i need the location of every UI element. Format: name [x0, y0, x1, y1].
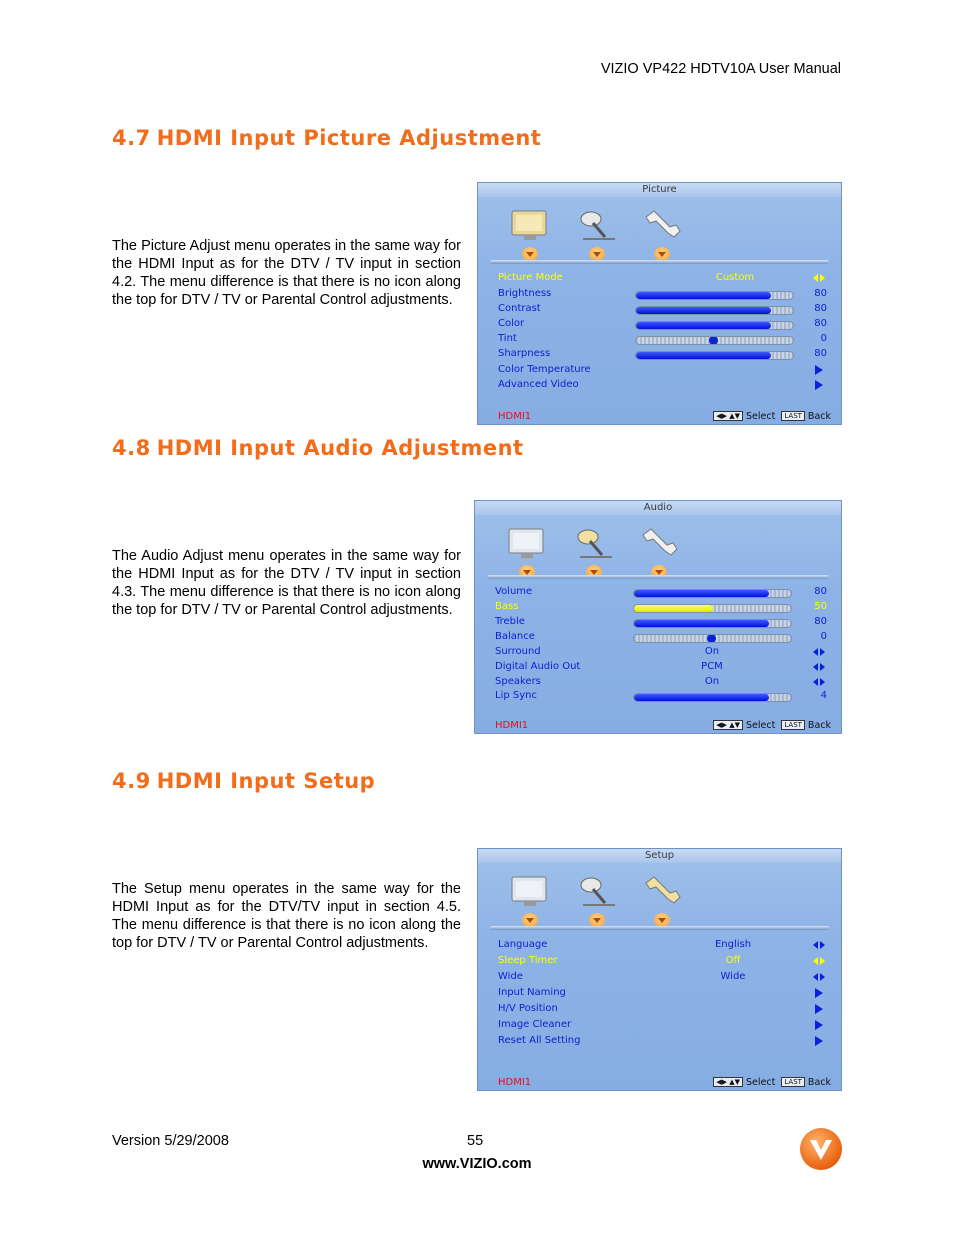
row-value: Off [725, 955, 741, 966]
menu-row-speakers[interactable] [495, 675, 829, 690]
last-key-icon: LAST [781, 411, 805, 421]
input-source-label: HDMI1 [498, 411, 532, 422]
row-number: 80 [814, 348, 827, 359]
row-label: Speakers [495, 676, 541, 687]
arrow-right-icon [815, 1036, 823, 1046]
section-number: 4.7 [112, 126, 151, 150]
menu-row-color[interactable] [498, 317, 829, 332]
row-label: Digital Audio Out [495, 661, 581, 672]
left-right-arrow-icon [813, 941, 825, 949]
vizio-logo-icon [800, 1128, 842, 1170]
row-number: 80 [814, 616, 827, 627]
row-label: Image Cleaner [498, 1019, 572, 1030]
last-key-icon: LAST [781, 1077, 805, 1087]
section-paragraph: The Setup menu operates in the same way for the HDMI Input as for the DTV/TV input in section 4.5. The menu difference is that there is no icon along the top for DTV / TV or Parental Control adjustments. [112, 881, 461, 951]
menu-row-bass[interactable] [495, 600, 829, 615]
row-label: Reset All Setting [498, 1035, 581, 1046]
section-title-4-7 [112, 126, 541, 150]
row-label: Bass [495, 601, 519, 612]
level-bar [633, 619, 792, 628]
menu-footer [498, 411, 831, 423]
menu-divider [487, 575, 829, 579]
arrow-right-icon [815, 1020, 823, 1030]
level-bar [635, 351, 794, 360]
row-label: Input Naming [498, 987, 566, 998]
section-heading: HDMI Input Picture Adjustment [156, 126, 542, 150]
wrench-icon [637, 523, 681, 563]
row-label: Brightness [498, 288, 552, 299]
level-bar [633, 604, 792, 613]
nav-select-label: Select [745, 411, 776, 422]
menu-row-digital-audio-out[interactable] [495, 660, 829, 675]
section-number: 4.8 [112, 436, 151, 460]
row-value: On [704, 646, 720, 657]
menu-row-picture-mode[interactable] [498, 271, 829, 286]
row-number: 80 [814, 303, 827, 314]
chevron-down-icon [522, 247, 538, 261]
arrow-right-icon [815, 1004, 823, 1014]
row-label: Tint [498, 333, 517, 344]
menu-row-advanced-video[interactable] [498, 378, 829, 393]
menu-nav-hints [713, 411, 831, 422]
left-right-arrow-icon [813, 648, 825, 656]
chevron-down-icon [522, 913, 538, 927]
left-right-arrow-icon [813, 274, 825, 282]
row-number: 0 [820, 631, 827, 642]
section-paragraph: The Audio Adjust menu operates in the same way for the HDMI Input as for the DTV / TV input in section 4.3. The menu difference is that there is no icon along the top for DTV / TV or Parental Control adjustments. [112, 548, 461, 618]
row-label: Balance [495, 631, 535, 642]
menu-row-surround[interactable] [495, 645, 829, 660]
manual-title: VIZIO VP422 HDTV10A User Manual [600, 61, 841, 77]
satellite-dish-icon [575, 871, 619, 911]
menu-row-wide[interactable] [498, 970, 829, 985]
arrow-right-icon [815, 380, 823, 390]
menu-title: Audio [475, 501, 841, 515]
row-number: 80 [814, 586, 827, 597]
nav-arrows-icon: ◀▶ ▲▼ [713, 1077, 743, 1087]
menu-title: Setup [478, 849, 841, 863]
input-source-label: HDMI1 [495, 720, 529, 731]
menu-row-language[interactable] [498, 938, 829, 953]
row-label: Color [498, 318, 525, 329]
menu-divider [490, 260, 829, 264]
nav-select-label: Select [745, 720, 776, 731]
menu-nav-hints [713, 1077, 831, 1088]
row-number: 80 [814, 318, 827, 329]
row-value: English [714, 939, 752, 950]
menu-row-hv-position[interactable] [498, 1002, 829, 1017]
level-bar [635, 291, 794, 300]
level-bar [635, 336, 794, 345]
left-right-arrow-icon [813, 973, 825, 981]
website-url: www.VIZIO.com [422, 1156, 532, 1172]
menu-row-volume[interactable] [495, 585, 829, 600]
satellite-dish-icon [575, 205, 619, 245]
section-number: 4.9 [112, 769, 151, 793]
menu-row-balance[interactable] [495, 630, 829, 645]
input-source-label: HDMI1 [498, 1077, 532, 1088]
nav-back-label: Back [807, 720, 831, 731]
row-value: Wide [720, 971, 746, 982]
nav-back-label: Back [807, 411, 831, 422]
picture-menu-screenshot [477, 182, 842, 425]
row-label: Color Temperature [498, 364, 591, 375]
row-label: Surround [495, 646, 541, 657]
satellite-dish-icon [572, 523, 616, 563]
section-title-4-9 [112, 769, 375, 793]
chevron-down-icon [589, 247, 605, 261]
menu-row-contrast[interactable] [498, 302, 829, 317]
section-heading: HDMI Input Audio Adjustment [156, 436, 524, 460]
menu-row-treble[interactable] [495, 615, 829, 630]
page-number: 55 [467, 1133, 484, 1149]
menu-footer [495, 720, 831, 732]
section-title-4-8 [112, 436, 524, 460]
left-right-arrow-icon [813, 663, 825, 671]
level-bar [633, 693, 792, 702]
menu-row-tint[interactable] [498, 332, 829, 347]
level-bar [633, 634, 792, 643]
row-number: 50 [814, 601, 827, 612]
arrow-right-icon [815, 988, 823, 998]
wrench-icon [640, 871, 684, 911]
row-label: Volume [495, 586, 533, 597]
menu-row-reset-all-setting[interactable] [498, 1034, 829, 1049]
chevron-down-icon [654, 247, 670, 261]
arrow-right-icon [815, 365, 823, 375]
menu-row-brightness[interactable] [498, 287, 829, 302]
menu-nav-hints [713, 720, 831, 731]
version-label: Version 5/29/2008 [112, 1133, 229, 1149]
menu-row-lip-sync[interactable] [495, 689, 829, 704]
row-number: 4 [820, 690, 827, 701]
level-bar [633, 589, 792, 598]
level-bar [635, 321, 794, 330]
chevron-down-icon [589, 913, 605, 927]
section-heading: HDMI Input Setup [156, 769, 376, 793]
row-label: H/V Position [498, 1003, 558, 1014]
menu-footer [498, 1077, 831, 1089]
menu-row-color-temperature[interactable] [498, 363, 829, 378]
row-label: Language [498, 939, 548, 950]
menu-divider [490, 926, 829, 930]
nav-select-label: Select [745, 1077, 776, 1088]
row-label: Lip Sync [495, 690, 537, 701]
row-label: Contrast [498, 303, 541, 314]
last-key-icon: LAST [781, 720, 805, 730]
row-number: 0 [820, 333, 827, 344]
row-label: Wide [498, 971, 523, 982]
row-label: Treble [495, 616, 525, 627]
section-paragraph: The Picture Adjust menu operates in the same way for the HDMI Input as for the DTV / TV input in section 4.2. The menu difference is that there is no icon along the top for DTV / TV or Parental Control adjustments. [112, 238, 461, 308]
left-right-arrow-icon [813, 957, 825, 965]
nav-arrows-icon: ◀▶ ▲▼ [713, 411, 743, 421]
nav-arrows-icon: ◀▶ ▲▼ [713, 720, 743, 730]
row-number: 80 [814, 288, 827, 299]
row-label: Picture Mode [498, 272, 563, 283]
row-value: On [704, 676, 720, 687]
menu-row-sleep-timer[interactable] [498, 954, 829, 969]
left-right-arrow-icon [813, 678, 825, 686]
menu-row-input-naming[interactable] [498, 986, 829, 1001]
level-bar [635, 306, 794, 315]
row-label: Sleep Timer [498, 955, 558, 966]
chevron-down-icon [654, 913, 670, 927]
menu-title: Picture [478, 183, 841, 197]
row-label: Sharpness [498, 348, 551, 359]
audio-menu-screenshot [474, 500, 842, 734]
tv-screen-icon [508, 871, 552, 911]
menu-row-sharpness[interactable] [498, 347, 829, 362]
setup-menu-screenshot [477, 848, 842, 1091]
row-value: Custom [715, 272, 755, 283]
nav-back-label: Back [807, 1077, 831, 1088]
row-label: Advanced Video [498, 379, 579, 390]
row-value: PCM [701, 661, 723, 672]
tv-screen-icon [508, 205, 552, 245]
tv-screen-icon [505, 523, 549, 563]
wrench-icon [640, 205, 684, 245]
menu-row-image-cleaner[interactable] [498, 1018, 829, 1033]
